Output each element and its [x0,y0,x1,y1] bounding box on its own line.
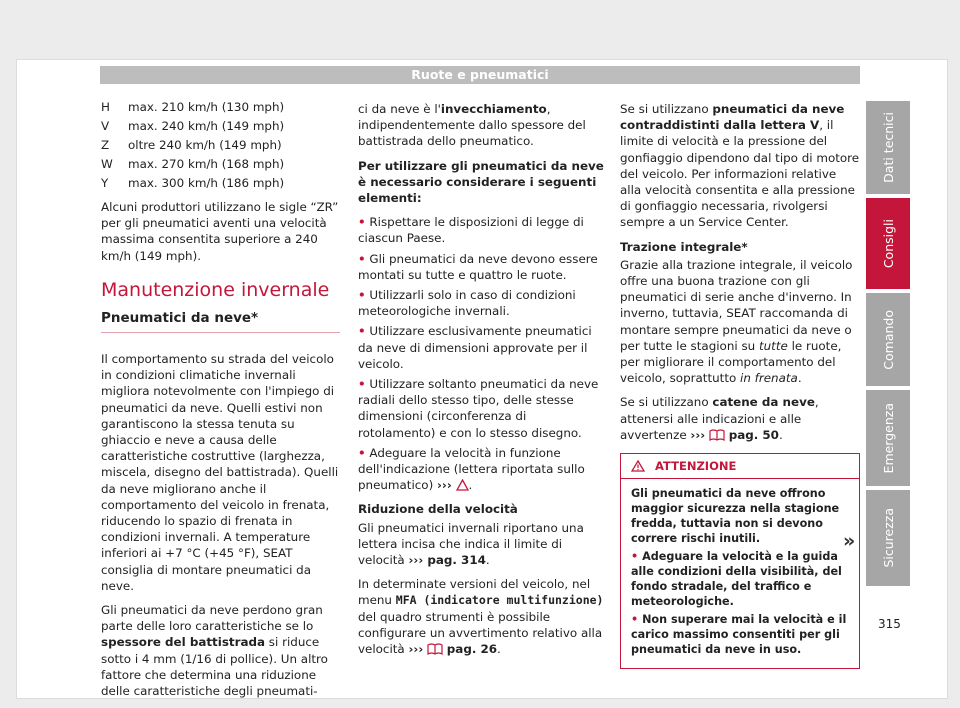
list-item: • Utilizzare esclusivamente pneumatici da neve di dimensioni approvate per il veicolo. [358,324,592,371]
subsection-title: Pneumatici da neve* [101,310,340,333]
tab-comando[interactable]: Comando [866,293,910,386]
chapter-header: Ruote e pneumatici [100,66,860,84]
warning-intro: Gli pneumatici da neve offrono maggior sicurezza nella stagione fredda, tuttavia non si devono correre rischi inutili. [631,487,840,546]
page-number: 315 [878,617,901,631]
list-item: • Utilizzare soltanto pneumatici da neve radiali dello stesso tipo, delle stesse dimensioni (circonferenza di rotolamento) e con lo stesso disegno. [358,377,599,440]
page-link[interactable]: pag. 26 [446,642,498,657]
paragraph: Se si utilizzano pneumatici da neve contraddistinti dalla lettera V, il limite di velocità e la pressione del gonfiaggio dipendono dal tipo di motore del veicolo. Per informazioni relative alla velocità consentita e alla pressione di gonfiaggio necessaria, rivolgersi sempre a un Service Center. [620,102,860,230]
paragraph: ci da neve è l'invecchiamento, indipendentemente dallo spessore del battistrada dello pneumatico. [358,102,586,149]
paragraph: Grazie alla trazione integrale, il veicolo offre una buona trazione con gli pneumatici di serie anche d'inverno. In inverno, tuttavia, SEAT raccomanda di montare sempre pneumatici da neve o per tutte le stagioni su tutte le ruote, per migliorare il comportamento del veicolo, soprattutto in frenata. [620,257,853,386]
side-tabs [866,101,910,590]
warning-item: • Non superare mai la velocità e il carico massimo consentiti per gli pneumatici da neve in uso. [631,613,847,657]
speed-code: W [101,157,113,171]
traction-heading: Trazione integrale* [620,239,748,254]
warning-triangle-icon[interactable] [456,479,469,491]
speed-desc: oltre 240 km/h (149 mph) [128,138,282,152]
continue-mark: » [843,530,856,552]
warning-title: ATTENZIONE [655,459,737,474]
list-item: • Utilizzarli solo in caso di condizioni meteorologiche invernali. [358,288,576,319]
paragraph: In determinate versioni del veicolo, nel menu MFA (indicatore multifunzione) del quadro strumenti è possibile configurare un avvertimento relativo alla velocità ››› pag. 26. [358,577,604,657]
speed-heading: Riduzione della velocità [358,502,518,517]
warning-triangle-icon [631,460,645,472]
book-icon[interactable] [427,643,443,655]
section-title: Manutenzione invernale [101,278,330,301]
tab-consigli[interactable]: Consigli [866,198,910,289]
speed-desc: max. 300 km/h (186 mph) [128,176,285,190]
speed-desc: max. 270 km/h (168 mph) [128,157,285,171]
speed-row [101,136,340,155]
speed-row [101,155,340,174]
paragraph: Il comportamento su strada del veicolo in condizioni climatiche invernali migliora notevolmente con l'impiego di pneumatici da neve. Quelli estivi non garantiscono la stessa tenuta su ghiaccio e neve a causa delle caratteristiche costruttive (larghezza, miscela, disegno del battistrada). Quelli da neve migliorano anche il comportamento del veicolo in frenata, riducendo lo spazio di frenata in condizioni invernali. A temperature inferiori ai +7 °C (+45 °F), SEAT consiglia di montare pneumatici da neve. [101,352,339,593]
warning-box [620,453,860,669]
speed-desc: max. 210 km/h (130 mph) [128,100,285,114]
paragraph: Gli pneumatici invernali riportano una lettera incisa che indica il limite di velocità ››› pag. 314. [358,520,584,568]
paragraph: Gli pneumatici da neve perdono gran parte delle loro caratteristiche se lo spessore del battistrada si riduce sotto i 4 mm (1/16 di pollice). Un altro fattore che determina una riduzione delle caratteristiche degli pneumati- [101,603,328,699]
list-item: • Gli pneumatici da neve devono essere montati su tutte e quattro le ruote. [358,251,598,282]
column-1 [101,98,340,707]
tab-sicurezza[interactable]: Sicurezza [866,490,910,586]
warning-header [621,454,859,479]
zr-note: Alcuni produttori utilizzano le sigle “ZR” per gli pneumatici aventi una velocità massima consentita superiore a 240 km/h (149 mph). [101,200,339,263]
speed-code: H [101,100,110,114]
page-link[interactable]: ››› pag. 314 [408,553,486,568]
warning-body [621,479,859,668]
warning-item: • Adeguare la velocità e la guida alle condizioni della visibilità, del fondo stradale, del traffico e meteorologiche. [631,550,842,609]
speed-row [101,174,340,193]
list-item: • Adeguare la velocità in funzione dell'indicazione (lettera riportata sullo pneumatico) ››› . [358,445,585,493]
speed-row [101,117,340,136]
tab-emergenza[interactable]: Emergenza [866,390,910,486]
paragraph: Se si utilizzano catene da neve, attenersi alle indicazioni e alle avvertenze ››› pag. 50. [620,395,819,442]
speed-code: Z [101,138,110,152]
speed-row [101,98,340,117]
speed-table [101,98,340,193]
tab-dati-tecnici[interactable]: Dati tecnici [866,101,910,194]
list-item: • Rispettare le disposizioni di legge di ciascun Paese. [358,215,584,246]
speed-desc: max. 240 km/h (149 mph) [128,119,285,133]
book-icon[interactable] [709,429,725,441]
column-2 [358,101,604,665]
column-3 [620,101,860,669]
list-heading: Per utilizzare gli pneumatici da neve è necessario considerare i seguenti elementi: [358,158,604,206]
page-link[interactable]: pag. 50 [728,427,779,442]
speed-code: V [101,119,110,133]
speed-code: Y [101,176,109,190]
